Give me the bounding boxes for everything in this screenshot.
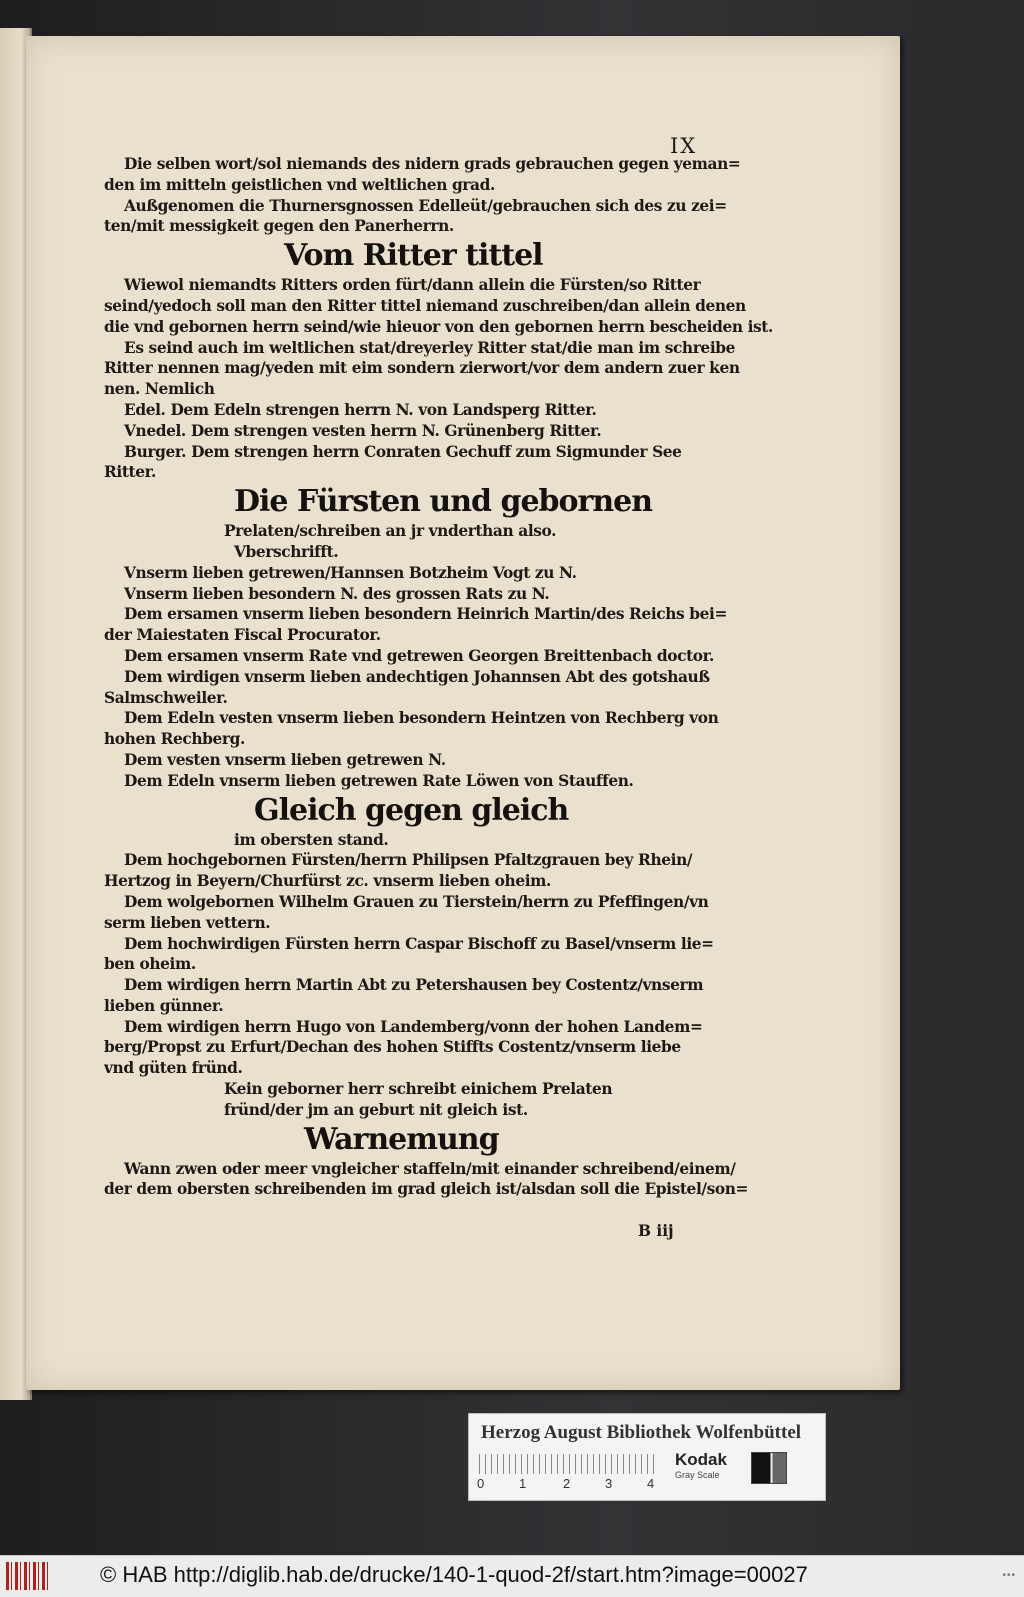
section-heading: Gleich gegen gleich xyxy=(254,792,569,828)
section-heading: Die Fürsten und gebornen xyxy=(234,484,653,520)
text-line: Dem hochgebornen Fürsten/herrn Philipsen Pfaltzgrauen bey Rhein/ xyxy=(124,851,693,870)
text-line: serm lieben vettern. xyxy=(104,913,271,932)
text-line: Wiewol niemandts Ritters orden fürt/dann allein die Fürsten/so Ritter xyxy=(124,276,701,295)
gray-scale-label: Gray Scale xyxy=(675,1470,720,1480)
text-line: Wann zwen oder meer vngleicher staffeln/mit einander schreibend/einem/ xyxy=(124,1159,736,1178)
text-line: Dem wirdigen herrn Martin Abt zu Petershausen bey Costentz/vnserm xyxy=(124,976,704,995)
ruler-number: 2 xyxy=(563,1476,571,1491)
ruler-number: 4 xyxy=(647,1476,655,1491)
text-line: Vberschrifft. xyxy=(234,542,339,561)
text-line: Hertzog in Beyern/Churfürst zc. vnserm lieben oheim. xyxy=(104,872,552,891)
signature-mark: B iij xyxy=(638,1222,674,1240)
ruler-number: 3 xyxy=(605,1476,613,1491)
page-text xyxy=(104,134,784,1200)
color-scale-card xyxy=(468,1413,826,1501)
text-line: Dem ersamen vnserm lieben besondern Heinrich Martin/des Reichs bei= xyxy=(124,605,727,624)
text-line: hohen Rechberg. xyxy=(104,730,245,749)
footer-bar xyxy=(0,1555,1024,1597)
text-line: Ritter nennen mag/yeden mit eim sondern zierwort/vor dem andern zuer ken xyxy=(104,359,740,378)
text-line: ten/mit messigkeit gegen den Panerherrn. xyxy=(104,217,454,236)
text-line: Dem Edeln vesten vnserm lieben besondern Heintzen von Rechberg von xyxy=(124,709,719,728)
text-line: lieben günner. xyxy=(104,996,224,1015)
copyright-url[interactable]: © HAB http://diglib.hab.de/drucke/140-1-quod-2f/start.htm?image=00027 xyxy=(100,1562,808,1587)
text-line: Ritter. xyxy=(104,463,156,482)
text-line: Salmschweiler. xyxy=(104,688,228,707)
text-line: Dem wirdigen vnserm lieben andechtigen Johannsen Abt des gotshauß xyxy=(124,667,710,686)
text-line: der Maiestaten Fiscal Procurator. xyxy=(104,626,381,645)
text-line: die vnd gebornen herrn seind/wie hieuor von den gebornen herrn bescheiden ist. xyxy=(104,317,773,336)
text-line: den im mitteln geistlichen vnd weltlichen grad. xyxy=(104,175,495,194)
gray-scale-chip xyxy=(751,1452,787,1484)
hab-barcode-icon xyxy=(6,1562,50,1590)
kodak-logo: Kodak xyxy=(675,1450,727,1469)
text-line: Dem hochwirdigen Fürsten herrn Caspar Bischoff zu Basel/vnserm lie= xyxy=(124,934,714,953)
text-line: der dem obersten schreibenden im grad gleich ist/alsdan soll die Epistel/son= xyxy=(104,1180,749,1199)
text-line: Außgenomen die Thurnersgnossen Edelleüt/gebrauchen sich des zu zei= xyxy=(124,196,727,215)
text-line: Prelaten/schreiben an jr vnderthan also. xyxy=(224,522,557,541)
text-line: seind/yedoch soll man den Ritter tittel niemand zuschreiben/dan allein denen xyxy=(104,296,746,315)
text-line: Es seind auch im weltlichen stat/dreyerley Ritter stat/die man im schreibe xyxy=(124,338,736,357)
ruler-number: 0 xyxy=(477,1476,485,1491)
section-heading: Vom Ritter tittel xyxy=(284,238,543,274)
text-line: berg/Propst zu Erfurt/Dechan des hohen Stiffts Costentz/vnserm liebe xyxy=(104,1038,681,1057)
section-heading: Warnemung xyxy=(304,1121,499,1157)
text-line: nen. Nemlich xyxy=(104,380,215,399)
text-line: Burger. Dem strengen herrn Conraten Gechuff zum Sigmunder See xyxy=(124,442,682,461)
text-line: Vnserm lieben getrewen/Hannsen Botzheim Vogt zu N. xyxy=(124,563,577,582)
text-line: ben oheim. xyxy=(104,955,196,974)
text-line: Dem wolgebornen Wilhelm Grauen zu Tierstein/herrn zu Pfeffingen/vn xyxy=(124,892,709,911)
text-line: Dem wirdigen herrn Hugo von Landemberg/vonn der hohen Landem= xyxy=(124,1017,703,1036)
text-line: Dem Edeln vnserm lieben getrewen Rate Löwen von Stauffen. xyxy=(124,771,634,790)
footer-dots: ••• xyxy=(1002,1570,1016,1581)
library-name: Herzog August Bibliothek Wolfenbüttel xyxy=(481,1422,802,1443)
text-line: Vnserm lieben besondern N. des grossen Rats zu N. xyxy=(124,584,550,603)
text-line: im obersten stand. xyxy=(234,830,389,849)
folio-number: IX xyxy=(670,134,698,158)
text-line: fründ/der jm an geburt nit gleich ist. xyxy=(224,1100,528,1119)
text-line: Dem ersamen vnserm Rate vnd getrewen Georgen Breittenbach doctor. xyxy=(124,646,714,665)
text-line: Edel. Dem Edeln strengen herrn N. von Landsperg Ritter. xyxy=(124,400,597,419)
text-line: Vnedel. Dem strengen vesten herrn N. Grünenberg Ritter. xyxy=(124,421,602,440)
text-line: Kein geborner herr schreibt einichem Prelaten xyxy=(224,1080,613,1099)
book-page xyxy=(26,36,900,1390)
text-line: vnd güten fründ. xyxy=(104,1059,243,1078)
text-line: Dem vesten vnserm lieben getrewen N. xyxy=(124,750,446,769)
measurement-ruler xyxy=(479,1454,659,1474)
ruler-number: 1 xyxy=(519,1476,527,1491)
text-line: Die selben wort/sol niemands des nidern grads gebrauchen gegen yeman= xyxy=(124,155,741,173)
